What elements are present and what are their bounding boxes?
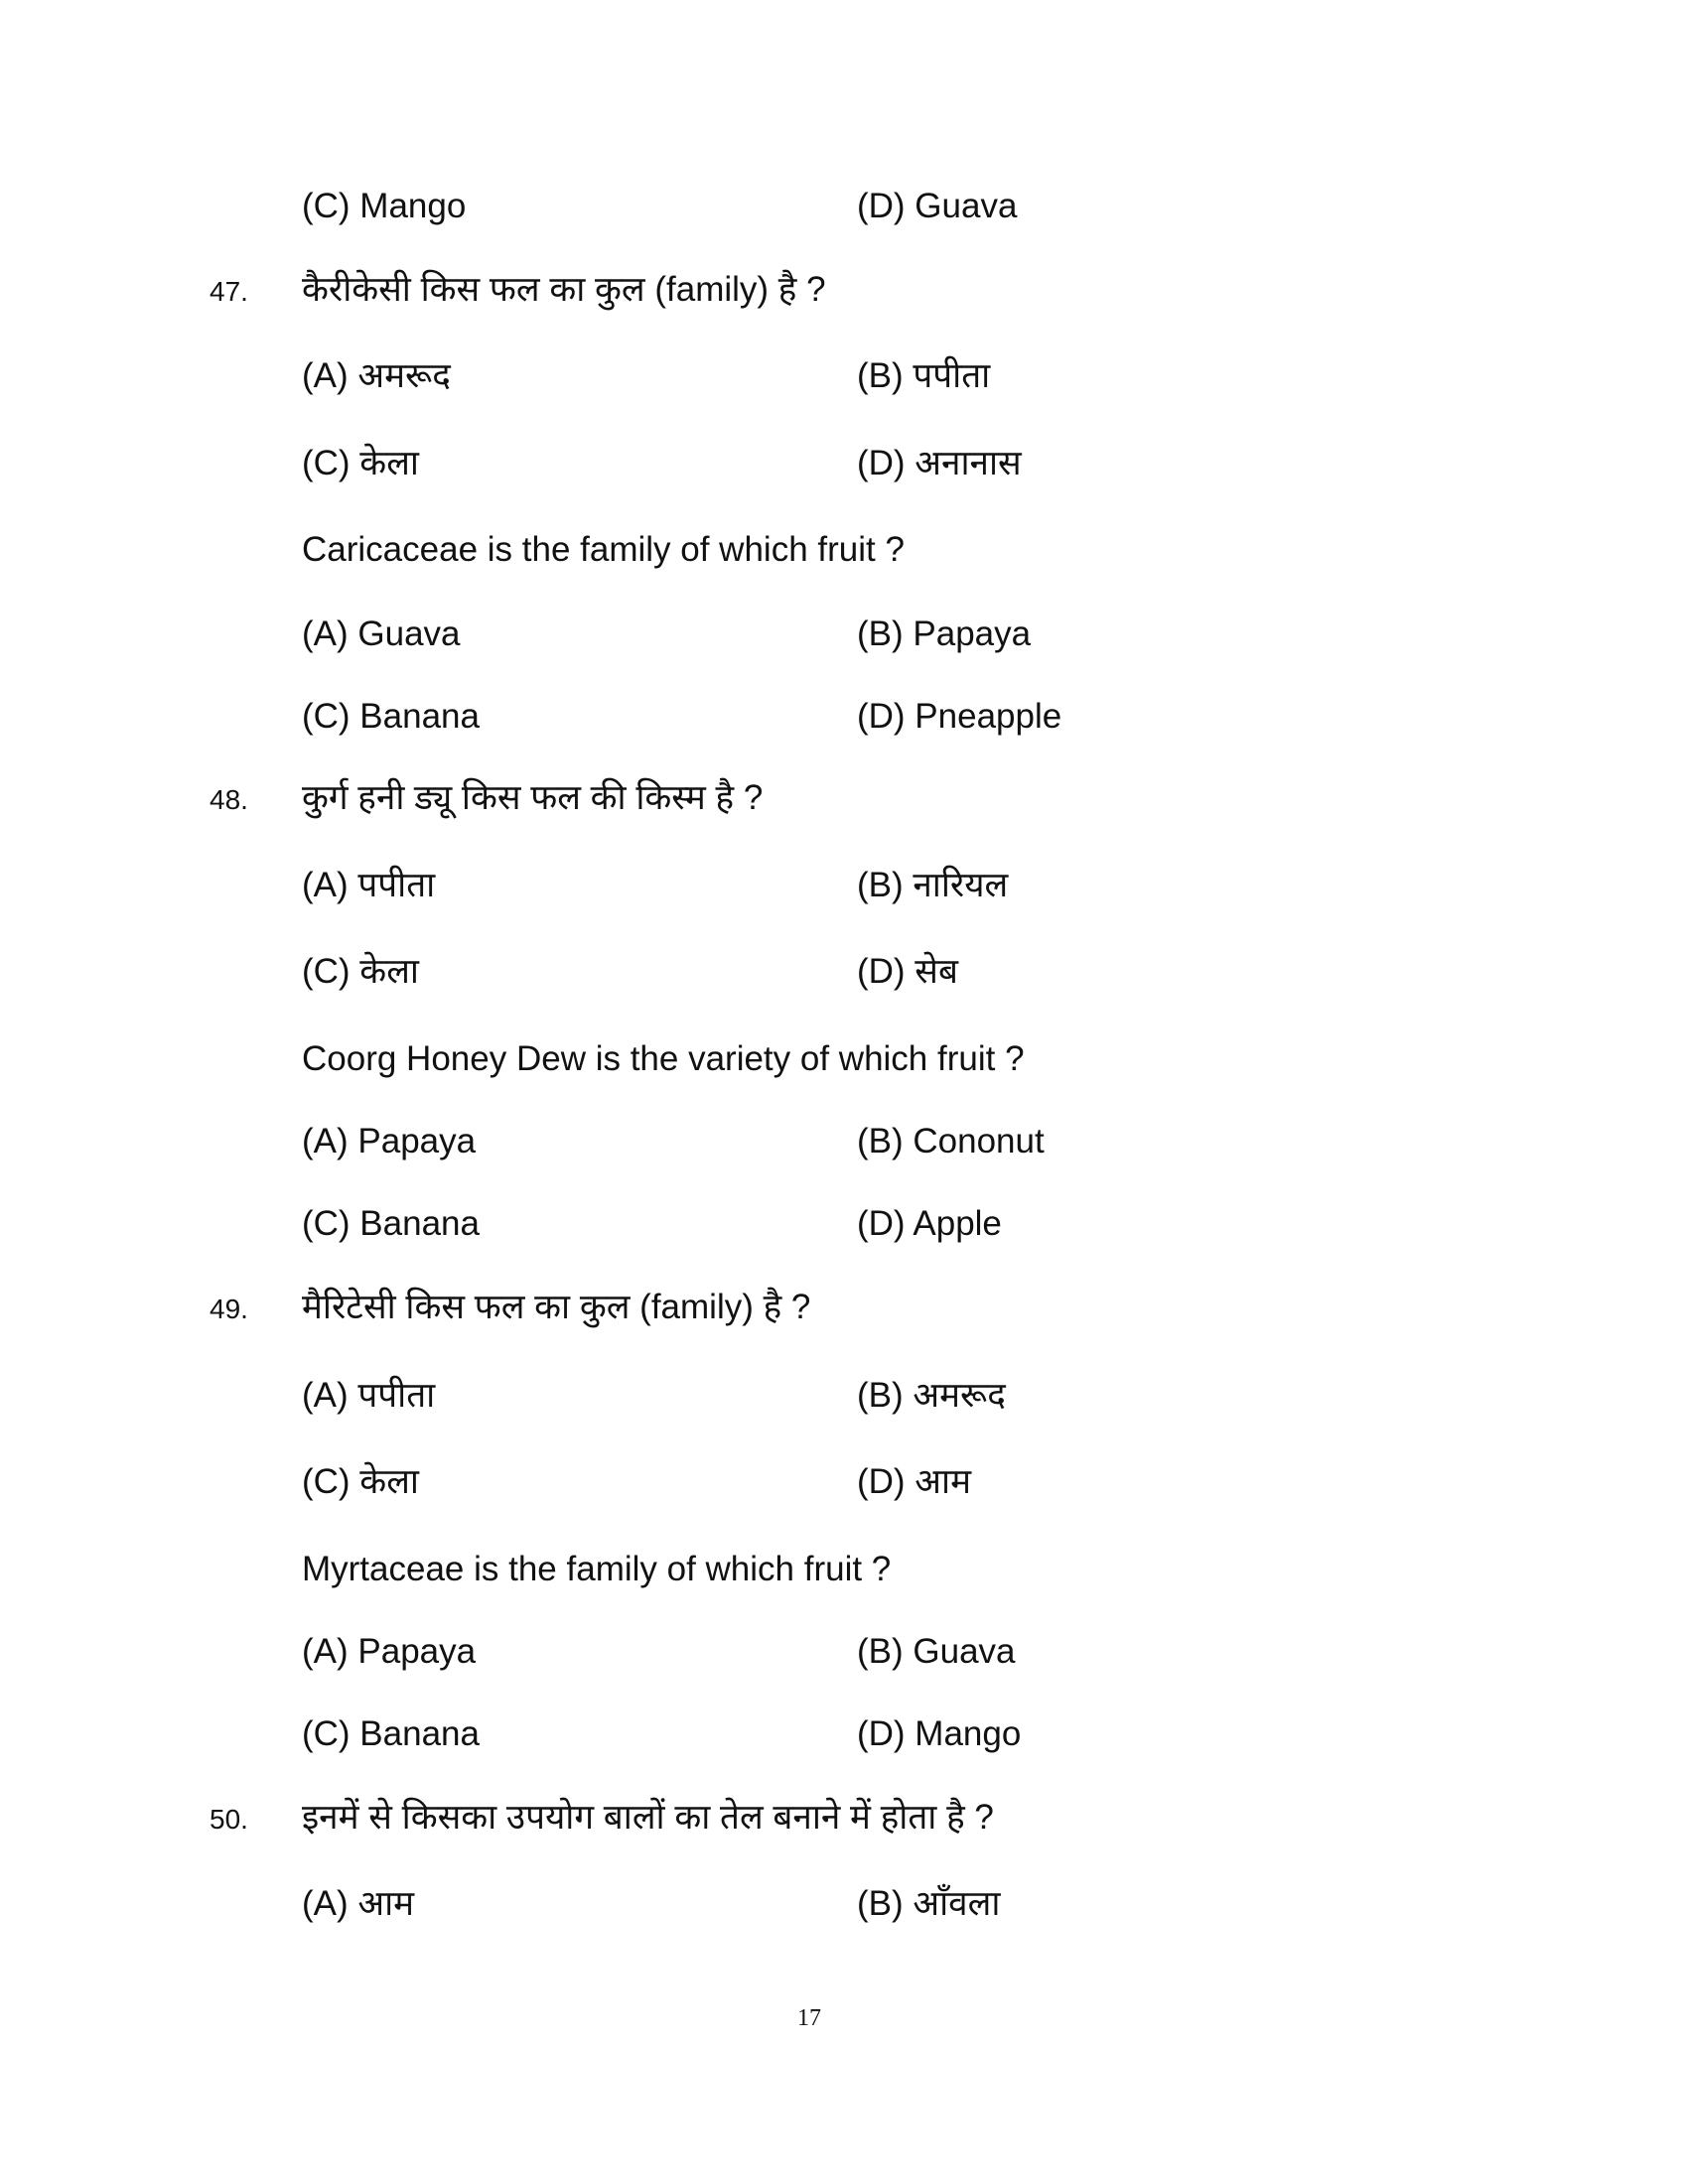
option-a: (A) Papaya [302,1122,477,1160]
option-d: (D) सेब [857,952,958,991]
option-c: (C) Banana [302,1714,480,1753]
question-text-english: Coorg Honey Dew is the variety of which fruit ? [302,1039,1025,1078]
option-c: (C) Banana [302,697,480,736]
page-number: 17 [797,2005,821,2031]
option-b: (B) Guava [857,1632,1016,1671]
question-text-hindi: कुर्ग हनी ड्यू किस फल की किस्म है ? [302,778,764,817]
option-a: (A) अमरूद [302,356,451,395]
option-a: (A) Guava [302,614,461,653]
option-d: (D) आम [857,1462,972,1501]
option-a: (A) पपीता [302,866,436,904]
option-d: (D) Pneapple [857,697,1062,736]
option-c: (C) केला [302,444,419,482]
option-c: (C) Mango [302,187,467,225]
question-text-english: Myrtaceae is the family of which fruit ? [302,1550,892,1588]
question-number: 47. [210,276,248,307]
question-number: 50. [210,1804,248,1835]
question-number: 48. [210,784,248,815]
option-b: (B) पपीता [857,356,991,395]
option-a: (A) पपीता [302,1376,436,1415]
option-b: (B) अमरूद [857,1376,1006,1415]
question-text-hindi: कैरीकेसी किस फल का कुल (family) है ? [302,270,826,309]
option-b: (B) आँवला [857,1884,1001,1923]
question-text-english: Caricaceae is the family of which fruit ? [302,530,905,569]
option-a: (A) Papaya [302,1632,477,1671]
option-b: (B) Cononut [857,1122,1045,1160]
question-text-hindi: इनमें से किसका उपयोग बालों का तेल बनाने में होता है ? [302,1798,994,1837]
option-b: (B) नारियल [857,866,1009,904]
option-d: (D) अनानास [857,444,1022,482]
option-d: (D) Mango [857,1714,1022,1753]
option-c: (C) केला [302,952,419,991]
option-d: (D) Apple [857,1204,1002,1243]
option-b: (B) Papaya [857,614,1032,653]
question-text-hindi: मैरिटेसी किस फल का कुल (family) है ? [302,1288,811,1326]
option-a: (A) आम [302,1884,415,1923]
option-c: (C) Banana [302,1204,480,1243]
option-d: (D) Guava [857,187,1018,225]
option-c: (C) केला [302,1462,419,1501]
question-number: 49. [210,1294,248,1324]
